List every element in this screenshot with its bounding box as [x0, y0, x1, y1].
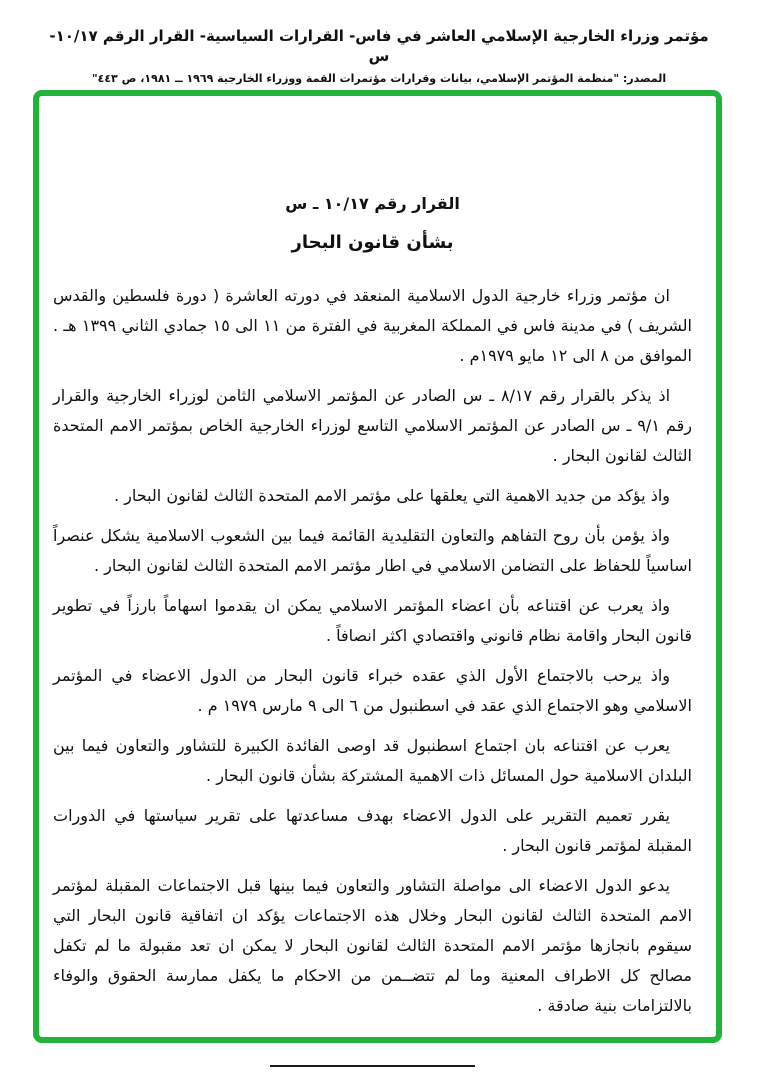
resolution-paragraph: اذ يذكر بالقرار رقم ٨/١٧ ـ س الصادر عن المؤتمر الاسلامي الثامن لوزراء الخارجية والقرار رقم ٩/١ ـ س الصادر عن المؤتمر الاسلامي التاسع لوزراء الخارجية الخاص بمؤتمر الامم المتحدة الثالث لقانون البحار . [53, 386, 693, 465]
resolution-paragraph: يعرب عن اقتناعه بان اجتماع اسطنبول قد اوصى الفائدة الكبيرة للتشاور والتعاون فيما بين البلدان الاسلامية حول المسائل ذات الاهمية المشتركة بشأن قانون البحار . [53, 736, 692, 785]
resolution-paragraph: ان مؤتمر وزراء خارجية الدول الاسلامية المنعقد في دورته العاشرة ( دورة فلسطين والقدس الشريف ) في مدينة فاس في المملكة المغربية في الفترة من ١١ الى ١٥ جمادي الثاني ١٣٩٩ هـ . الموافق من ٨ الى ١٢ مايو ١٩٧٩م . [53, 286, 693, 365]
end-separator-rule [270, 1065, 475, 1067]
resolution-paragraph: واذ يعرب عن اقتناعه بأن اعضاء المؤتمر الاسلامي يمكن ان يقدموا اسهاماً بارزاً في تطوير قانون البحار واقامة نظام قانوني واقتصادي اكثر انصافاً . [53, 596, 692, 645]
document-content [39, 96, 716, 1067]
page-header [0, 0, 758, 87]
resolution-number-title: القرار رقم ١٠/١٧ ـ س [285, 194, 460, 213]
header-source-citation: المصدر: "منظمة المؤتمر الإسلامي، بيانات وقرارات مؤتمرات القمة ووزراء الخارجية ١٩٦٩ ــ ١٩٨١، ص ٤٤٣" [91, 72, 667, 85]
resolution-body [53, 281, 692, 1021]
resolution-paragraph: واذ يرحب بالاجتماع الأول الذي عقده خبراء قانون البحار من الدول الاعضاء في المؤتمر الاسلامي وهو الاجتماع الذي عقد في اسطنبول من ٦ الى ٩ مارس ١٩٧٩ م . [53, 666, 692, 715]
resolution-paragraph: واذ يؤمن بأن روح التفاهم والتعاون التقليدية القائمة فيما بين الشعوب الاسلامية يشكل عنصراً اساسياً للحفاظ على التضامن الاسلامي في اطار مؤتمر الامم المتحدة الثالث لقانون البحار . [53, 526, 692, 575]
resolution-paragraph: واذ يؤكد من جديد الاهمية التي يعلقها على مؤتمر الامم المتحدة الثالث لقانون البحار . [113, 486, 670, 505]
header-conference-title: مؤتمر وزراء الخارجية الإسلامي العاشر في فاس- القرارات السياسية- القرار الرقم ١٠/١٧- س [49, 27, 709, 65]
resolution-paragraph: يقرر تعميم التقرير على الدول الاعضاء بهدف مساعدتها على تقرير سياستها في الدورات المقبلة لمؤتمر قانون البحار . [53, 806, 692, 855]
resolution-paragraph: يدعو الدول الاعضاء الى مواصلة التشاور والتعاون فيما بينها قبل الاجتماعات المقبلة لمؤتمر الامم المتحدة الثالث لقانون البحار وخلال هذه الاجتماعات يؤكد ان اتفاقية قانون البحار التي سيقوم بانجازها مؤتمر الامم المتحدة الثالث لقانون البحار لا يمكن ان تعد مقبولة ما لم تكفل مصالح كل الاطراف المعنية وما لم تتضــمن من الاحكام ما يكفل ممارسة الحقوق والوفاء بالالتزامات بنية صادقة . [53, 876, 692, 1015]
resolution-subject-title: بشأن قانون البحار [291, 232, 454, 253]
green-border-box [33, 90, 722, 1043]
